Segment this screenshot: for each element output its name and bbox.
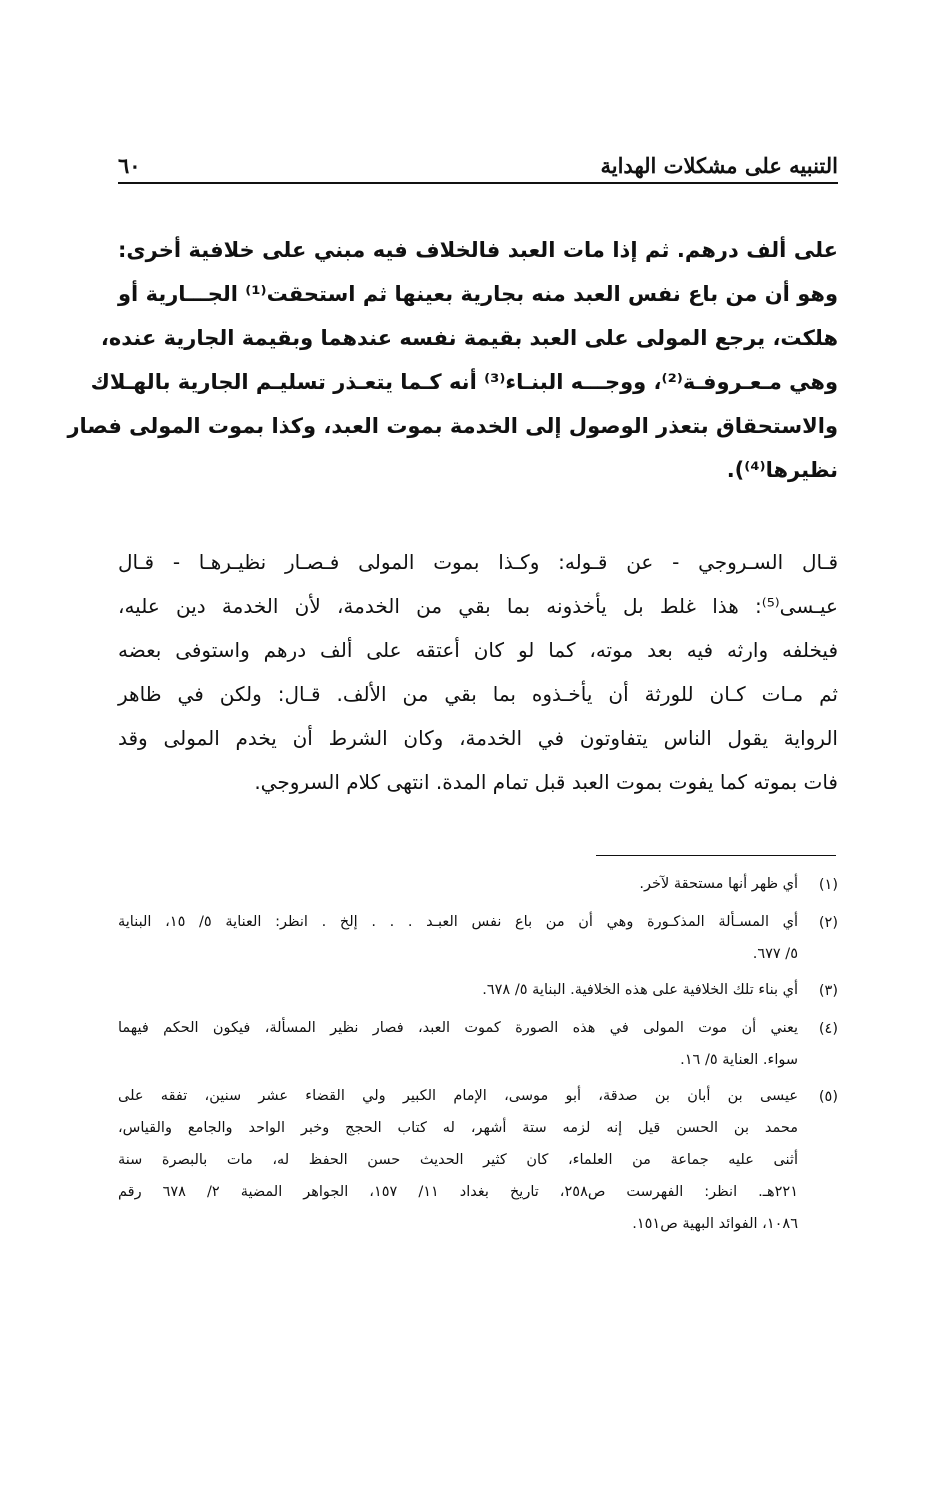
footnote-number: (٥) bbox=[818, 1089, 838, 1105]
footnote-line: يعني أن موت المولى في هذه الصورة كموت العبد، فصار نظير المسألة، فيكون الحكم فيهما bbox=[118, 1020, 798, 1036]
header-divider bbox=[118, 182, 838, 184]
running-header bbox=[118, 138, 838, 178]
footnote-line: محمد بن الحسن قيل إنه لزمه ستة أشهر، له كتاب الحجج وخبر الواحد والجامع والقياس، bbox=[118, 1120, 798, 1136]
main-paragraph bbox=[67, 228, 838, 492]
footnote-line: أي المسـألة المذكـورة وهي أن من باع نفس العبـد . . . إلخ . انظر: العناية ٥/ ١٥، البناية bbox=[118, 914, 799, 930]
footnote-line: عيسى بن أبان بن صدقة، أبو موسى، الإمام الكبير ولي القضاء عشر سنين، تفقه على bbox=[118, 1088, 798, 1104]
text-line: الرواية يقول الناس يتفاوتون في الخدمة، وكان الشرط أن يخدم المولى وقد bbox=[118, 726, 838, 750]
book-title: التنبيه على مشكلات الهداية bbox=[600, 153, 838, 178]
text-line: والاستحقاق بتعذر الوصول إلى الخدمة بموت العبد، وكذا بموت المولى فصار bbox=[67, 414, 838, 438]
text-line: فيخلفه وارثه فيه بعد موته، كما لو كان أعتقه على ألف درهم واستوفى بعضه bbox=[118, 638, 838, 662]
second-paragraph bbox=[118, 540, 838, 804]
text-line: قـال السـروجي - عن قـوله: وكـذا بموت المولى فـصـار نظيـرهـا - قـال bbox=[118, 550, 838, 574]
footnote-number: (٤) bbox=[818, 1021, 838, 1037]
text-line: هلكت، يرجع المولى على العبد بقيمة نفسه عندهما وبقيمة الجارية عنده، bbox=[100, 326, 838, 350]
footnote-line: سواء. العناية ٥/ ١٦. bbox=[680, 1052, 798, 1068]
footnote-number: (٢) bbox=[818, 915, 838, 931]
footnote-3 bbox=[118, 974, 838, 1008]
text-line: فات بموته كما يفوت بموت العبد قبل تمام المدة. انتهى كلام السروجي. bbox=[254, 770, 838, 794]
footnote-line: ٥/ ٦٧٧. bbox=[752, 946, 798, 962]
footnote-line: أي بناء تلك الخلافية على هذه الخلافية. البناية ٥/ ٦٧٨. bbox=[482, 982, 798, 998]
footnote-line: أي ظهر أنها مستحقة لآخر. bbox=[639, 876, 798, 892]
text-line: وهي مـعـروفـة⁽²⁾، ووجـــه البنـاء⁽³⁾ أنه كـما يتعـذر تسليـم الجارية بالهـلاك bbox=[90, 370, 838, 394]
text-line: وهو أن من باع نفس العبد منه بجارية بعينها ثم استحقت⁽¹⁾ الجـــارية أو bbox=[118, 282, 838, 306]
footnote-line: أثنى عليه جماعة من العلماء، كان كثير الحديث حسن الحفظ له، مات بالبصرة سنة bbox=[118, 1152, 798, 1168]
footnote-2 bbox=[118, 906, 838, 970]
footnote-line: ٢٢١هـ. انظر: الفهرست ص٢٥٨، تاريخ بغداد ١١/ ١٥٧، الجواهر المضية ٢/ ٦٧٨ رقم bbox=[118, 1184, 799, 1200]
footnote-number: (١) bbox=[818, 877, 838, 893]
footnote-line: ١٠٨٦، الفوائد البهية ص١٥١. bbox=[632, 1216, 798, 1232]
text-line: نظيرها⁽⁴⁾). bbox=[726, 458, 838, 482]
footnote-5 bbox=[118, 1080, 838, 1240]
text-line: ثم مـات كـان للورثة أن يأخـذوه بما بقي من الألف. قـال: ولكن في ظاهر bbox=[118, 682, 838, 706]
footnotes bbox=[118, 868, 838, 1244]
footnote-number: (٣) bbox=[818, 983, 838, 999]
footnote-1 bbox=[118, 868, 838, 902]
text-line: على ألف درهم. ثم إذا مات العبد فالخلاف فيه مبني على خلافية أخرى: bbox=[118, 238, 838, 262]
page-number: ٦٠ bbox=[118, 153, 141, 178]
footnote-divider bbox=[596, 855, 836, 856]
footnote-4 bbox=[118, 1012, 838, 1076]
text-line: عيـسى⁽⁵⁾: هذا غلط بل يأخذونه بما بقي من الخدمة، لأن الخدمة دين عليه، bbox=[118, 594, 838, 618]
